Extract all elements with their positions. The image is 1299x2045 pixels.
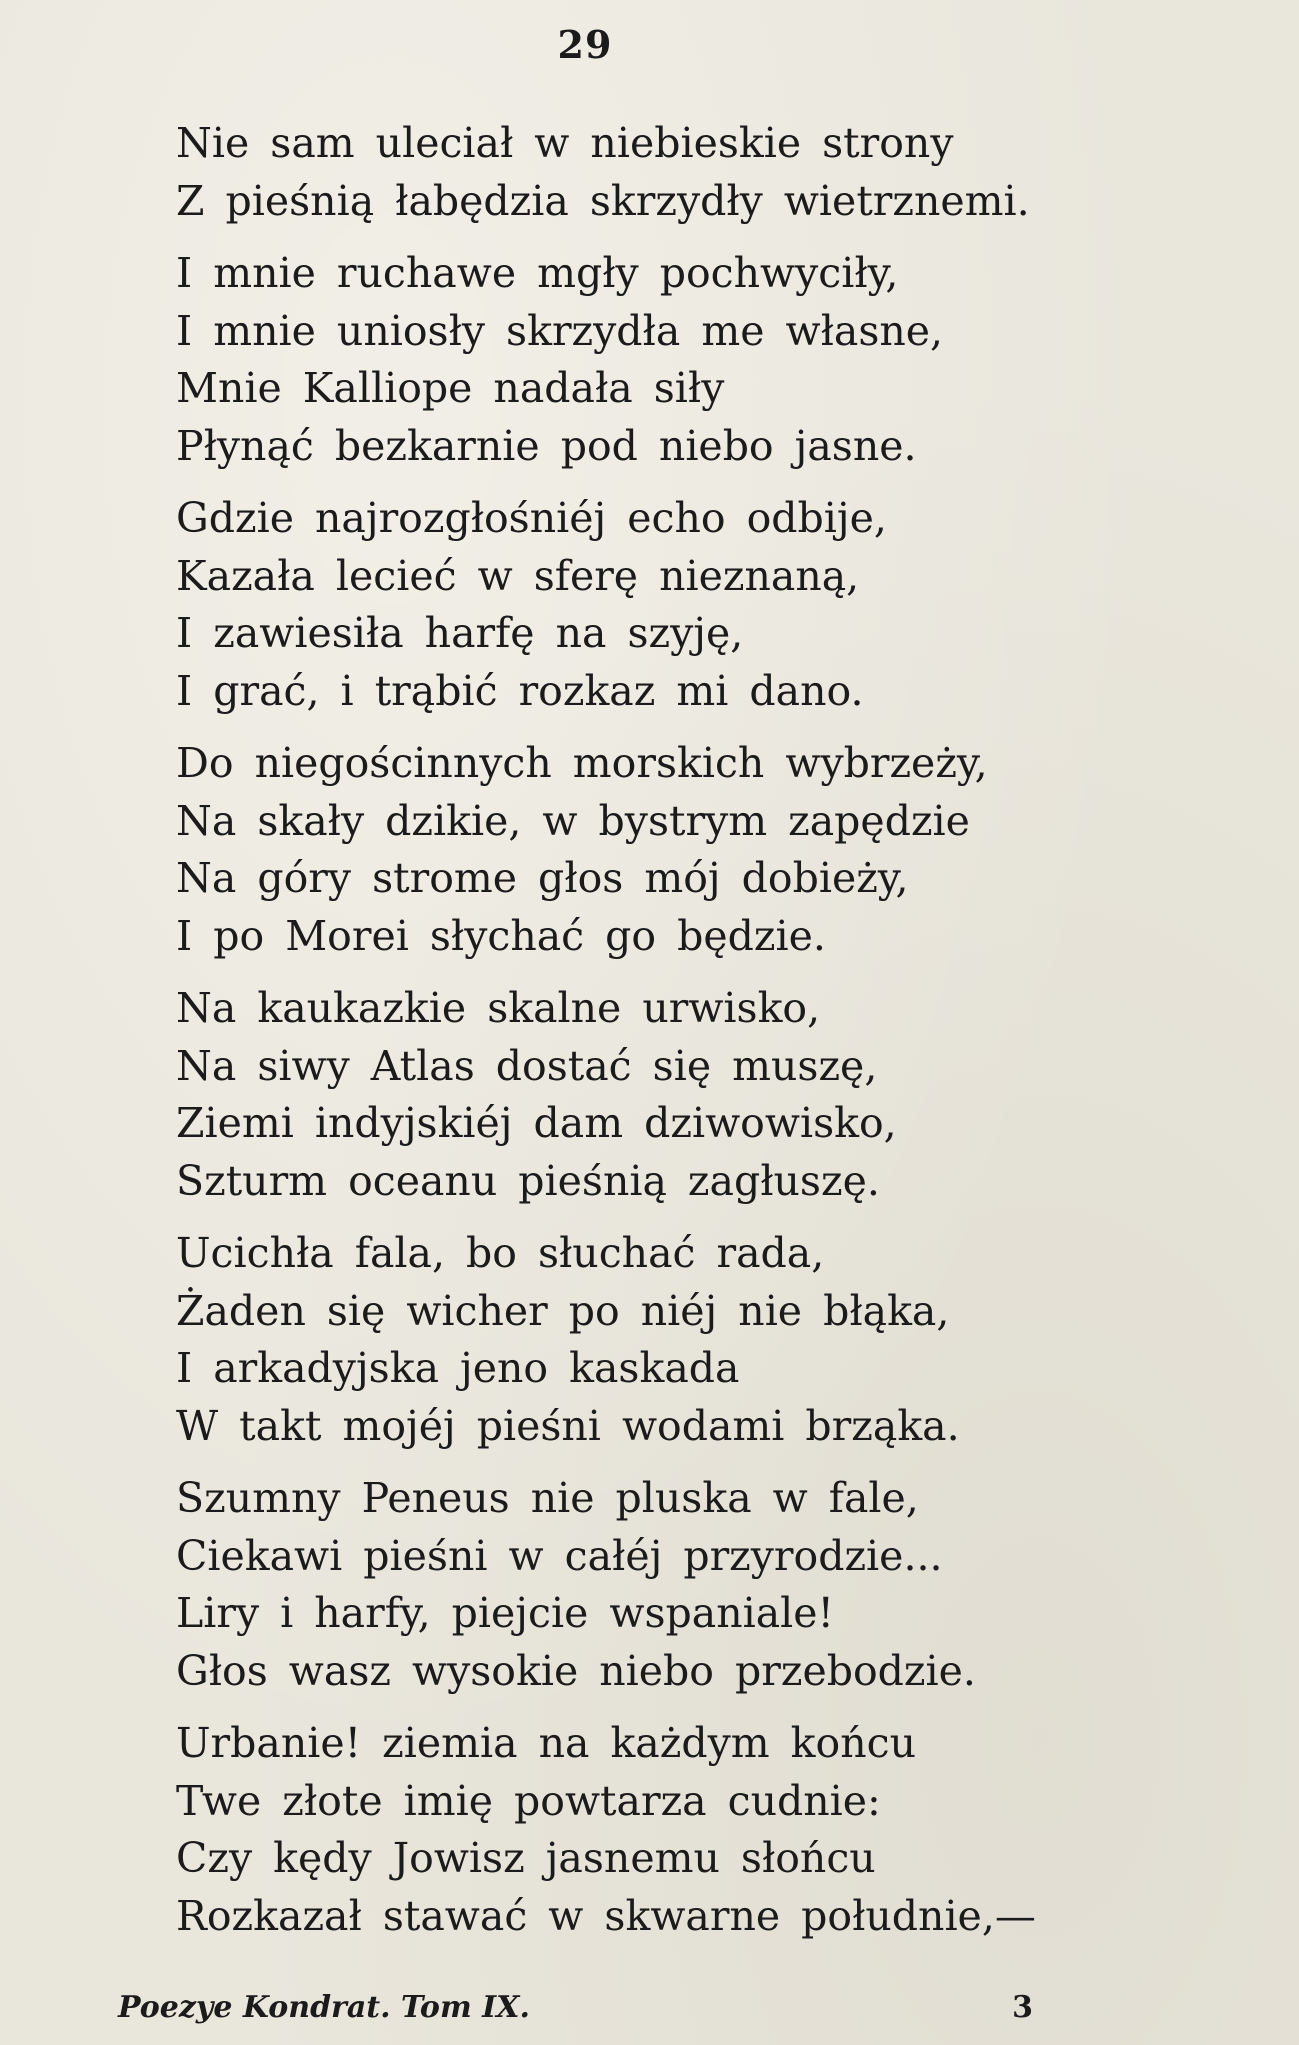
verse-line: Twe złote imię powtarza cudnie:: [176, 1776, 881, 1825]
verse-line: Urbanie! ziemia na każdym końcu: [176, 1719, 916, 1767]
page-number: 29: [557, 22, 613, 67]
verse-line: Ucichła fala, bo słuchać rada,: [176, 1229, 825, 1277]
verse-line: Głos wasz wysokie niebo przebodzie.: [176, 1646, 976, 1695]
verse-line: Żaden się wicher po niéj nie błąka,: [176, 1286, 950, 1335]
stanza: [176, 115, 1236, 230]
verse-line: Ciekawi pieśni w całéj przyrodzie...: [176, 1531, 943, 1580]
verse-line: I arkadyjska jeno kaskada: [176, 1344, 740, 1392]
verse-line: Na siwy Atlas dostać się muszę,: [176, 1041, 878, 1090]
verse-line: Na kaukazkie skalne urwisko,: [176, 984, 821, 1032]
verse-line: Gdzie najrozgłośniéj echo odbije,: [176, 494, 887, 542]
poem-text: [176, 115, 1236, 1960]
verse-line: Szturm oceanu pieśnią zagłuszę.: [176, 1156, 880, 1205]
verse-line: Płynąć bezkarnie pod niebo jasne.: [176, 421, 917, 470]
verse-line: Z pieśnią łabędzia skrzydły wietrznemi.: [176, 176, 1030, 225]
signature-line: Poezye Kondrat. Tom IX.: [118, 1990, 530, 2025]
stanza: [176, 735, 1236, 965]
verse-line: Rozkazał stawać w skwarne południe,—: [176, 1891, 1036, 1940]
verse-line: Na góry strome głos mój dobieży,: [176, 854, 909, 902]
verse-line: I zawiesiła harfę na szyję,: [176, 609, 744, 657]
verse-line: Na skały dzikie, w bystrym zapędzie: [176, 796, 970, 845]
verse-line: Czy kędy Jowisz jasnemu słońcu: [176, 1834, 876, 1882]
verse-line: Ziemi indyjskiéj dam dziwowisko,: [176, 1099, 897, 1147]
verse-line: Liry i harfy, piejcie wspaniale!: [176, 1589, 835, 1637]
verse-line: I po Morei słychać go będzie.: [176, 911, 826, 960]
verse-line: Nie sam uleciał w niebieskie strony: [176, 119, 954, 167]
stanza: [176, 1225, 1236, 1455]
verse-line: Do niegościnnych morskich wybrzeży,: [176, 739, 988, 787]
stanza: [176, 1715, 1236, 1945]
verse-line: I mnie ruchawe mgły pochwyciły,: [176, 249, 899, 297]
page-footer: [118, 1990, 1033, 2034]
stanza: [176, 245, 1236, 475]
verse-line: Mnie Kalliope nadała siły: [176, 364, 725, 412]
stanza: [176, 490, 1236, 720]
stanza: [176, 980, 1236, 1210]
stanza: [176, 1470, 1236, 1700]
verse-line: I mnie uniosły skrzydła me własne,: [176, 306, 944, 355]
verse-line: Kazała lecieć w sferę nieznaną,: [176, 551, 860, 600]
sheet-mark: 3: [1012, 1990, 1033, 2025]
verse-line: Szumny Peneus nie pluska w fale,: [176, 1474, 919, 1522]
verse-line: W takt mojéj pieśni wodami brząka.: [176, 1401, 960, 1450]
verse-line: I grać, i trąbić rozkaz mi dano.: [176, 666, 864, 715]
